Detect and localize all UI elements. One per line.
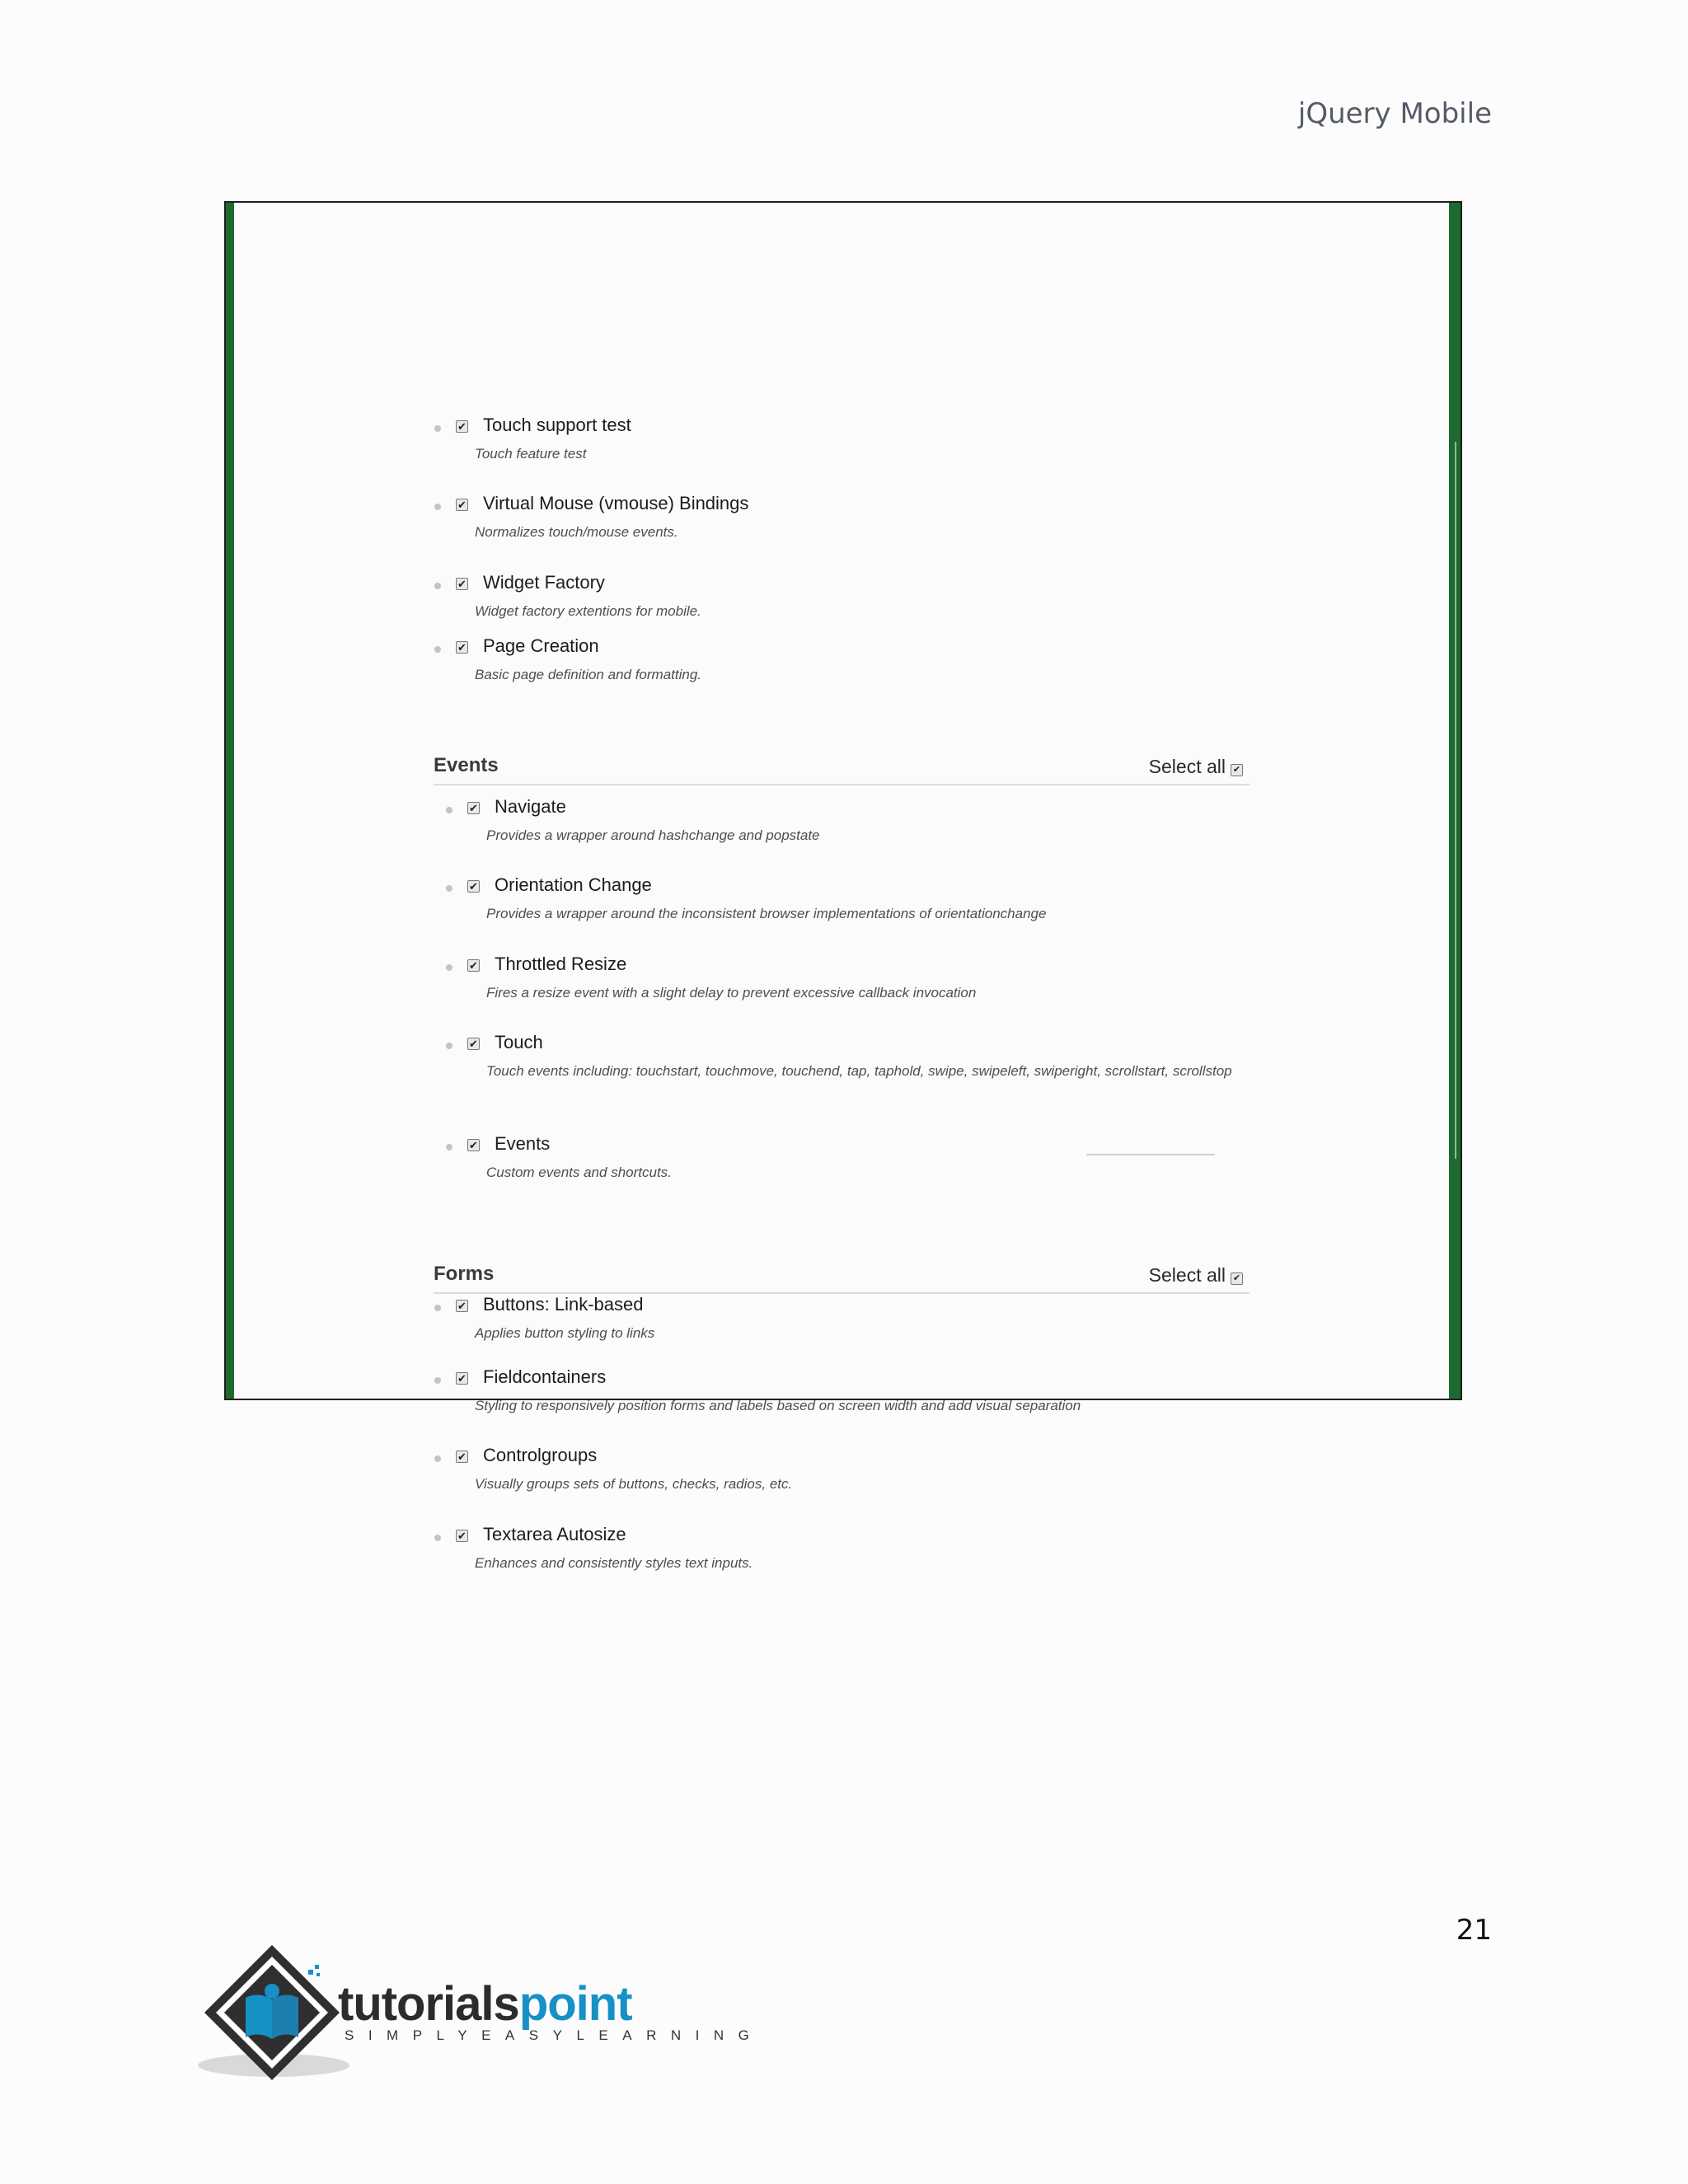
item-label: Buttons: Link-based: [483, 1294, 644, 1315]
bullet: [434, 1535, 441, 1541]
item-description: Touch events including: touchstart, touchmove, touchend, tap, taphold, swipe, swipeleft, swiperight, scrollstart, scrollstop: [486, 1063, 1232, 1079]
bullet: [446, 885, 452, 892]
checkbox[interactable]: ✔: [456, 1451, 468, 1463]
checkbox[interactable]: ✔: [456, 578, 468, 590]
checkbox[interactable]: ✔: [456, 1300, 468, 1312]
item-description: Provides a wrapper around hashchange and popstate: [486, 827, 820, 843]
checkbox[interactable]: ✔: [467, 1139, 480, 1151]
item-label: Fieldcontainers: [483, 1366, 607, 1387]
list-item: [226, 621, 1380, 687]
checkbox[interactable]: ✔: [467, 880, 480, 893]
item-description: Styling to responsively position forms and labels based on screen width and add visual separation: [475, 1398, 1081, 1413]
section-title: Events: [434, 754, 499, 776]
select-all-checkbox[interactable]: ✔: [1231, 764, 1243, 776]
item-description: Basic page definition and formatting.: [475, 667, 702, 682]
bullet: [434, 1377, 441, 1384]
running-header: jQuery Mobile: [1297, 97, 1492, 130]
item-label: Navigate: [495, 796, 566, 817]
checkbox[interactable]: ✔: [456, 420, 468, 433]
list-item: [226, 401, 1380, 466]
checkbox[interactable]: ✔: [456, 499, 468, 511]
bullet: [446, 1144, 452, 1151]
bullet: [434, 1455, 441, 1462]
item-description: Provides a wrapper around the inconsistent browser implementations of orientationchange: [486, 906, 1047, 921]
list-item: [226, 1280, 1380, 1346]
item-label: Touch: [495, 1032, 543, 1052]
section-header-events: [434, 754, 1250, 785]
page-number: 21: [1456, 1914, 1492, 1947]
bullet: [446, 1043, 452, 1049]
item-label: Touch support test: [483, 415, 631, 435]
checkbox[interactable]: ✔: [456, 641, 468, 654]
item-description: Fires a resize event with a slight delay to prevent excessive callback invocation: [486, 985, 977, 1001]
bullet: [434, 425, 441, 432]
scrollbar[interactable]: [1455, 442, 1456, 1159]
item-label: Page Creation: [483, 635, 599, 656]
screenshot-frame: [224, 201, 1462, 1571]
item-description: Enhances and consistently styles text inputs.: [475, 1555, 753, 1571]
list-item: [226, 1352, 1380, 1418]
item-label: Throttled Resize: [495, 954, 627, 974]
list-item: [226, 1018, 1380, 1108]
checkbox[interactable]: ✔: [467, 1038, 480, 1050]
item-label: Textarea Autosize: [483, 1524, 626, 1544]
list-item: [226, 1431, 1380, 1497]
item-label: Controlgroups: [483, 1445, 598, 1465]
select-all-toggle[interactable]: Select all ✔: [1149, 756, 1243, 778]
bullet: [446, 964, 452, 971]
logo-wordmark: tutorialspoint: [338, 1977, 632, 2031]
checkbox[interactable]: ✔: [467, 959, 480, 972]
select-all-toggle[interactable]: Select all ✔: [1149, 1264, 1243, 1286]
item-label: Virtual Mouse (vmouse) Bindings: [483, 493, 749, 513]
list-item: [226, 782, 1380, 848]
bullet: [434, 504, 441, 510]
item-description: Visually groups sets of buttons, checks, radios, etc.: [475, 1476, 793, 1492]
item-label: Events: [495, 1133, 551, 1154]
item-description: Touch feature test: [475, 446, 587, 462]
checkbox[interactable]: ✔: [456, 1372, 468, 1385]
item-label: Orientation Change: [495, 874, 652, 895]
list-item: [226, 1510, 1380, 1576]
list-item: [226, 558, 1380, 624]
list-item: [226, 860, 1380, 926]
logo-tagline: SIMPLYEASYLEARNING: [345, 2027, 764, 2043]
select-all-checkbox[interactable]: ✔: [1231, 1272, 1243, 1285]
list-item: [226, 479, 1380, 545]
bullet: [434, 583, 441, 589]
item-description: Custom events and shortcuts.: [486, 1165, 672, 1180]
list-item: [226, 940, 1380, 1005]
item-description: Applies button styling to links: [475, 1325, 655, 1341]
checkbox[interactable]: ✔: [467, 802, 480, 814]
bullet: [434, 1305, 441, 1311]
item-description: Widget factory extentions for mobile.: [475, 603, 701, 619]
item-description: Normalizes touch/mouse events.: [475, 524, 678, 540]
section-title: Forms: [434, 1263, 495, 1285]
bullet: [434, 646, 441, 653]
list-item: [226, 1119, 1380, 1185]
divider: [1086, 1154, 1215, 1155]
checkbox[interactable]: ✔: [456, 1530, 468, 1542]
item-label: Widget Factory: [483, 572, 605, 593]
bullet: [446, 807, 452, 813]
